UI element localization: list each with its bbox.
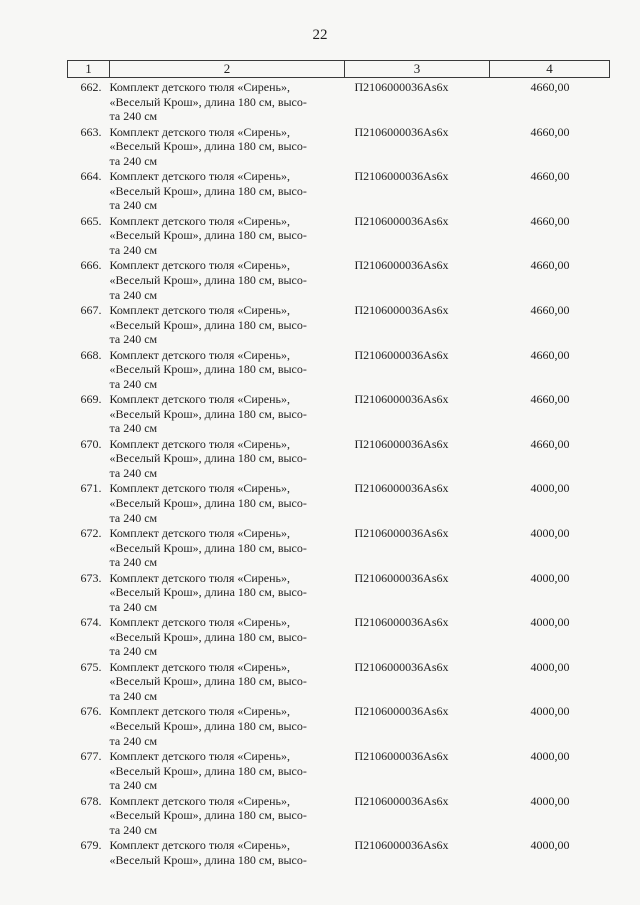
page-number: 22 <box>312 27 328 43</box>
item-name-line: та 240 см <box>109 555 158 570</box>
item-name-line: та 240 см <box>109 465 158 480</box>
item-price: 4000,00 <box>530 793 570 808</box>
item-name-line: Комплект детского тюля «Сирень», <box>109 704 290 719</box>
item-name-line: Комплект детского тюля «Сирень», <box>109 481 290 496</box>
item-code: П2106000036Аѕ6х <box>354 80 449 94</box>
item-name-line: та 240 см <box>109 242 158 257</box>
table-row <box>68 303 610 348</box>
item-code: П2106000036Аѕ6х <box>354 570 449 585</box>
item-name-line: Комплект детского тюля «Сирень», <box>109 347 290 362</box>
item-name <box>110 704 345 749</box>
table-row <box>68 348 610 393</box>
item-name <box>110 749 345 794</box>
item-name-line: «Веселый Крош», длина 180 см, высо- <box>109 317 307 332</box>
row-number: 668. <box>80 347 102 362</box>
item-code: П2106000036Аѕ6х <box>354 347 449 362</box>
item-name-line: «Веселый Крош», длина 180 см, высо- <box>109 228 307 243</box>
item-name <box>110 526 345 571</box>
item-price: 4000,00 <box>530 481 570 496</box>
table-row <box>68 749 610 794</box>
item-price: 4660,00 <box>530 213 570 228</box>
item-name <box>110 794 345 839</box>
item-code: П2106000036Аѕ6х <box>354 392 449 407</box>
row-number: 669. <box>80 392 102 407</box>
table-row <box>68 838 610 883</box>
item-name-line: Комплект детского тюля «Сирень», <box>109 436 290 451</box>
row-number: 662. <box>80 80 102 94</box>
table-row <box>68 794 610 839</box>
row-number: 672. <box>80 525 102 540</box>
item-name <box>110 838 345 883</box>
table-body <box>68 78 610 883</box>
item-name <box>110 169 345 214</box>
table-row <box>68 214 610 259</box>
item-name <box>110 78 345 125</box>
item-name-line: «Веселый Крош», длина 180 см, высо- <box>109 139 307 154</box>
item-name-line: та 240 см <box>109 109 158 124</box>
item-name-line: «Веселый Крош», длина 180 см, высо- <box>109 540 307 555</box>
item-name-line: Комплект детского тюля «Сирень», <box>109 793 290 808</box>
item-name-line: «Веселый Крош», длина 180 см, высо- <box>109 406 307 421</box>
item-name-line: «Веселый Крош», длина 180 см, высо- <box>109 362 307 377</box>
item-code: П2106000036Аѕ6х <box>354 436 449 451</box>
item-name-line: та 240 см <box>109 376 158 391</box>
item-name-line: Комплект детского тюля «Сирень», <box>109 659 290 674</box>
item-price: 4660,00 <box>530 80 570 94</box>
item-name <box>110 125 345 170</box>
item-name-line: Комплект детского тюля «Сирень», <box>109 615 290 630</box>
row-number: 675. <box>80 659 102 674</box>
item-code: П2106000036Аѕ6х <box>354 302 449 317</box>
item-name-line: Комплект детского тюля «Сирень», <box>109 392 290 407</box>
item-price: 4000,00 <box>530 704 570 719</box>
table-row <box>68 258 610 303</box>
table-header <box>68 61 610 78</box>
item-name-line: Комплект детского тюля «Сирень», <box>109 258 290 273</box>
item-name <box>110 660 345 705</box>
table-row <box>68 125 610 170</box>
inventory-table <box>67 60 610 883</box>
item-price: 4000,00 <box>530 838 570 853</box>
item-name-line: «Веселый Крош», длина 180 см, высо- <box>109 451 307 466</box>
item-name-line: «Веселый Крош», длина 180 см, высо- <box>109 272 307 287</box>
table-row <box>68 437 610 482</box>
item-name-line: «Веселый Крош», длина 180 см, высо- <box>109 629 307 644</box>
item-price: 4000,00 <box>530 615 570 630</box>
item-code: П2106000036Аѕ6х <box>354 748 449 763</box>
item-name-line: Комплект детского тюля «Сирень», <box>109 80 290 94</box>
item-price: 4000,00 <box>530 748 570 763</box>
row-number: 666. <box>80 258 102 273</box>
item-code: П2106000036Аѕ6х <box>354 213 449 228</box>
item-name-line: та 240 см <box>109 778 158 793</box>
item-name <box>110 392 345 437</box>
item-name-line: та 240 см <box>109 510 158 525</box>
table-row <box>68 704 610 749</box>
item-price: 4660,00 <box>530 302 570 317</box>
row-number: 678. <box>80 793 102 808</box>
item-code: П2106000036Аѕ6х <box>354 525 449 540</box>
item-name-line: «Веселый Крош», длина 180 см, высо- <box>109 674 307 689</box>
item-code: П2106000036Аѕ6х <box>354 659 449 674</box>
item-name-line: «Веселый Крош», длина 180 см, высо- <box>109 718 307 733</box>
item-price: 4660,00 <box>530 258 570 273</box>
item-name <box>110 571 345 616</box>
item-price: 4000,00 <box>530 659 570 674</box>
item-name-line: «Веселый Крош», длина 180 см, высо- <box>109 183 307 198</box>
item-name <box>110 437 345 482</box>
item-name-line: «Веселый Крош», длина 180 см, высо- <box>109 94 307 109</box>
item-code: П2106000036Аѕ6х <box>354 481 449 496</box>
row-number: 673. <box>80 570 102 585</box>
column-header-1: 1 <box>68 61 110 78</box>
item-code: П2106000036Аѕ6х <box>354 258 449 273</box>
row-number: 667. <box>80 302 102 317</box>
row-number: 679. <box>80 838 102 853</box>
item-price: 4000,00 <box>530 525 570 540</box>
row-number: 671. <box>80 481 102 496</box>
item-name-line: та 240 см <box>109 599 158 614</box>
table-row <box>68 78 610 125</box>
item-name-line: Комплект детского тюля «Сирень», <box>109 748 290 763</box>
item-name-line: «Веселый Крош», длина 180 см, высо- <box>109 852 307 867</box>
item-name-line: Комплект детского тюля «Сирень», <box>109 302 290 317</box>
item-name-line: Комплект детского тюля «Сирень», <box>109 169 290 184</box>
item-name-line: та 240 см <box>109 287 158 302</box>
item-name <box>110 258 345 303</box>
table-row <box>68 660 610 705</box>
item-name-line: та 240 см <box>109 822 158 837</box>
item-name-line: Комплект детского тюля «Сирень», <box>109 213 290 228</box>
item-price: 4000,00 <box>530 570 570 585</box>
item-code: П2106000036Аѕ6х <box>354 793 449 808</box>
row-number: 670. <box>80 436 102 451</box>
item-name-line: та 240 см <box>109 332 158 347</box>
item-name-line: «Веселый Крош», длина 180 см, высо- <box>109 585 307 600</box>
item-code: П2106000036Аѕ6х <box>354 169 449 184</box>
item-name-line: Комплект детского тюля «Сирень», <box>109 124 290 139</box>
item-code: П2106000036Аѕ6х <box>354 615 449 630</box>
item-name-line: та 240 см <box>109 421 158 436</box>
row-number: 674. <box>80 615 102 630</box>
item-name <box>110 615 345 660</box>
item-code: П2106000036Аѕ6х <box>354 704 449 719</box>
table-row <box>68 392 610 437</box>
row-number: 665. <box>80 213 102 228</box>
item-name-line: та 240 см <box>109 688 158 703</box>
item-price: 4660,00 <box>530 436 570 451</box>
item-name-line: Комплект детского тюля «Сирень», <box>109 570 290 585</box>
item-name <box>110 303 345 348</box>
row-number: 664. <box>80 169 102 184</box>
item-name-line: та 240 см <box>109 733 158 748</box>
item-name-line: «Веселый Крош», длина 180 см, высо- <box>109 763 307 778</box>
item-name-line: Комплект детского тюля «Сирень», <box>109 525 290 540</box>
table-row <box>68 481 610 526</box>
column-header-2: 2 <box>110 61 345 78</box>
item-name-line: «Веселый Крош», длина 180 см, высо- <box>109 495 307 510</box>
table-row <box>68 615 610 660</box>
item-name-line: «Веселый Крош», длина 180 см, высо- <box>109 808 307 823</box>
table-row <box>68 526 610 571</box>
item-code: П2106000036Аѕ6х <box>354 124 449 139</box>
item-name-line: та 240 см <box>109 198 158 213</box>
row-number: 663. <box>80 124 102 139</box>
item-name-line: та 240 см <box>109 644 158 659</box>
item-code: П2106000036Аѕ6х <box>354 838 449 853</box>
item-name-line: та 240 см <box>109 153 158 168</box>
item-price: 4660,00 <box>530 169 570 184</box>
item-name <box>110 481 345 526</box>
item-price: 4660,00 <box>530 347 570 362</box>
item-name-line: Комплект детского тюля «Сирень», <box>109 838 290 853</box>
column-header-3: 3 <box>345 61 490 78</box>
column-header-4: 4 <box>490 61 610 78</box>
row-number: 677. <box>80 748 102 763</box>
item-price: 4660,00 <box>530 392 570 407</box>
row-number: 676. <box>80 704 102 719</box>
item-name <box>110 348 345 393</box>
table-row <box>68 169 610 214</box>
item-name <box>110 214 345 259</box>
item-price: 4660,00 <box>530 124 570 139</box>
table-row <box>68 571 610 616</box>
